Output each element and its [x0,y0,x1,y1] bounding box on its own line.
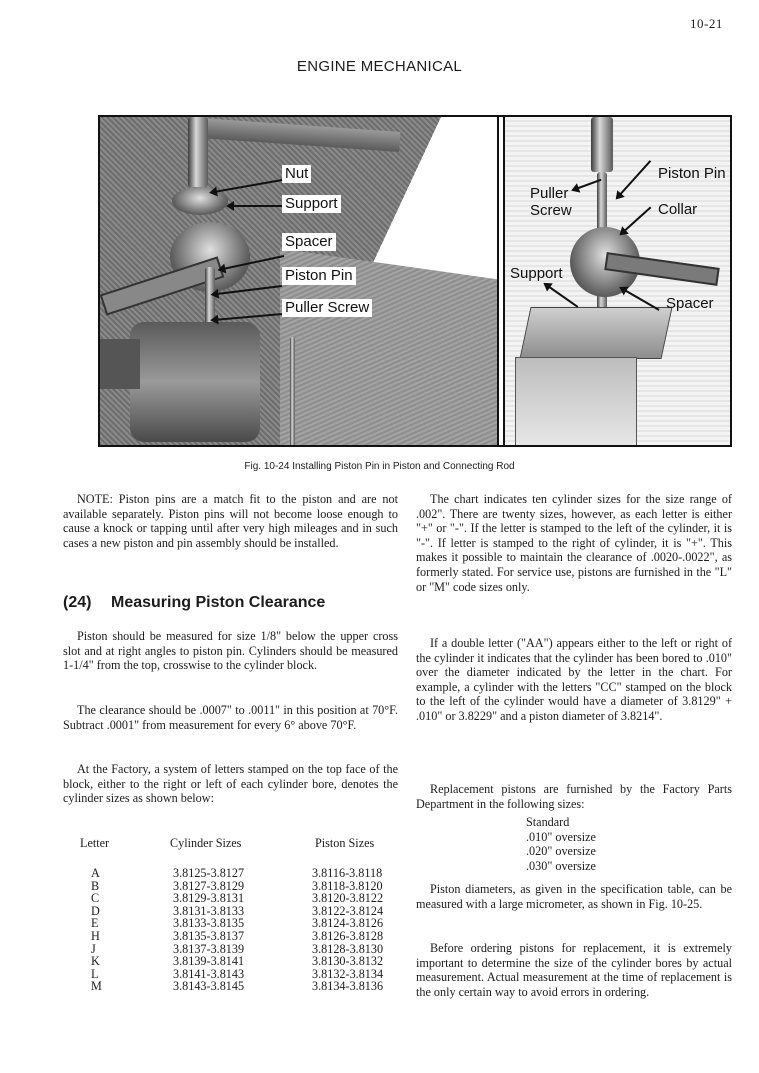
size-030-oversize: .030" oversize [526,858,596,873]
tool-handle-shape [200,118,401,152]
figure-left-photo [100,117,497,445]
cell-letter: A [91,866,100,880]
paragraph-text: The clearance should be .0007" to .0011" in this position at 70°F. Subtract .0001" from measurement for every 6° above 70°F. [63,703,398,732]
paragraph-clearance [63,703,398,732]
vise-bar-shape [100,339,140,389]
table-row [80,891,400,904]
note-paragraph [63,492,398,550]
vise-handle-shape [290,337,295,445]
paragraph-text: Piston should be measured for size 1/8" below the upper cross slot and at right angles to piston pin. Cylinders should be measured 1-1/4" from the top, crosswise to the cylinder block. [63,629,398,673]
press-base-shape [515,357,637,445]
paragraph-text: Replacement pistons are furnished by the Factory Parts Department in the following sizes: [416,782,732,811]
cell-piston: 3.8132-3.8134 [312,966,384,981]
table-row [80,866,400,879]
header-letter: Letter [80,836,110,850]
cell-letter: D [91,903,100,918]
paragraph-measure-size [63,629,398,673]
cell-piston: 3.8134-3.8136 [312,979,384,994]
cell-cylinder: 3.8125-3.8127 [173,866,245,880]
label-collar-right: Collar [658,201,698,218]
header-cylinder-sizes: Cylinder Sizes [170,836,242,850]
paragraph-text: Piston diameters, as given in the specification table, can be measured with a large micrometer, as shown in Fig. 10-25. [416,882,732,911]
label-spacer: Spacer [282,233,336,251]
cell-letter: M [91,979,102,994]
paragraph-before-ordering [416,941,732,999]
arrow-collar-right [620,206,651,234]
cell-letter: K [91,954,100,969]
paragraph-text: The chart indicates ten cylinder sizes for the size range of .002". There are twenty sizes, however, as each letter is either "+" or "-". If the letter is stamped to the left of the cylinder, it is "-". If letter is stamped to the right of cylinder, it is "+". This makes it possible to maintain the clearance of .0020-.0022", as formerly stated. For service use, pistons are furnished in the "L" or "M" code sizes only. [416,492,732,594]
label-nut: Nut [282,165,311,183]
cell-cylinder: 3.8139-3.8141 [173,954,245,969]
header-piston-sizes: Piston Sizes [315,836,375,850]
cell-piston: 3.8128-3.8130 [312,941,384,956]
size-020-oversize: .020" oversize [526,844,596,859]
label-piston-pin: Piston Pin [282,267,356,285]
vise-shape [130,322,260,442]
page-number: 10-21 [690,16,723,31]
cell-piston: 3.8116-3.8118 [312,866,383,880]
paragraph-text: If a double letter ("AA") appears either to the left or right of the cylinder it indicates that the cylinder has been bored to .010" over the diameter indicated by the letter in the chart. For example, a cylinder with the letters "CC" stamped on the block to the left of the cylinder would have a diameter of 3.8129" + .010" or 3.8229" and a piston diameter of 3.8214". [416,636,732,723]
section-number: (24) [63,594,92,611]
puller-rod-shape [188,117,208,187]
figure-right-photo [505,117,730,445]
label-support: Support [282,195,341,213]
arrow-support [228,205,282,207]
cell-letter: L [91,966,99,981]
table-row [80,929,400,942]
paragraph-text: At the Factory, a system of letters stamped on the top face of the block, either to the right or left of each cylinder bore, denotes the cylinder sizes as shown below: [63,762,398,806]
paragraph-micrometer [416,882,732,911]
cell-cylinder: 3.8137-3.8139 [173,941,245,956]
figure-divider [497,117,505,445]
section-heading [63,594,325,612]
cell-letter: J [91,941,96,956]
cell-cylinder: 3.8127-3.8129 [173,878,245,893]
label-puller-right: Puller [530,185,569,202]
size-010-oversize: .010" oversize [526,829,596,844]
cell-letter: B [91,878,100,893]
paragraph-text: Before ordering pistons for replacement, it is extremely important to determine the size of the cylinder bores by actual measurement. Actual measurement at the time of replacement is the only certain way to avoid errors in ordering. [416,941,732,999]
table-row [80,942,400,955]
oversize-list [526,815,596,873]
table-row [80,967,400,980]
arrow-support-right [544,283,578,308]
table-row [80,904,400,917]
arrow-piston-pin-right [616,160,651,198]
figure-caption: Fig. 10-24 Installing Piston Pin in Piston and Connecting Rod [244,461,515,472]
table-row [80,916,400,929]
label-support-right: Support [510,265,563,282]
cell-cylinder: 3.8133-3.8135 [173,916,245,931]
arrow-puller-screw [212,313,282,321]
cell-cylinder: 3.8143-3.8145 [173,979,245,994]
cell-letter: E [91,916,99,931]
sizes-table-body [80,866,400,992]
table-row [80,979,400,992]
section-title: Measuring Piston Clearance [111,594,326,611]
label-screw-right: Screw [530,202,572,219]
cell-piston: 3.8126-3.8128 [312,928,384,943]
table-row [80,879,400,892]
size-standard: Standard [526,815,570,829]
cell-piston: 3.8124-3.8126 [312,916,384,931]
arrow-nut [211,179,282,193]
paragraph-factory-letters [63,762,398,806]
label-spacer-right: Spacer [666,295,714,312]
cell-cylinder: 3.8129-3.8131 [173,891,245,906]
page-header: ENGINE MECHANICAL [296,58,463,75]
cell-letter: H [91,928,100,943]
cell-cylinder: 3.8131-3.8133 [173,903,245,918]
label-piston-pin-right: Piston Pin [658,165,726,182]
puller-top-shape [591,117,613,172]
support-block-shape [519,307,672,359]
cell-cylinder: 3.8135-3.8137 [173,928,245,943]
label-puller-screw: Puller Screw [282,299,372,317]
cell-piston: 3.8118-3.8120 [312,878,383,893]
note-text: NOTE: Piston pins are a match fit to the piston and are not available separately. Piston pins will not become loose enough to cause a knock or tapping until after very high mileages and in such cases a new piston and pin assembly should be installed. [63,492,398,550]
paragraph-replacement [416,782,732,811]
paragraph-chart-indicates [416,492,732,594]
cell-piston: 3.8130-3.8132 [312,954,384,969]
cell-piston: 3.8122-3.8124 [312,903,384,918]
table-row [80,954,400,967]
cell-letter: C [91,891,100,906]
cell-cylinder: 3.8141-3.8143 [173,966,245,981]
cell-piston: 3.8120-3.8122 [312,891,384,906]
figure-10-24 [98,115,732,447]
paragraph-double-letter [416,636,732,724]
